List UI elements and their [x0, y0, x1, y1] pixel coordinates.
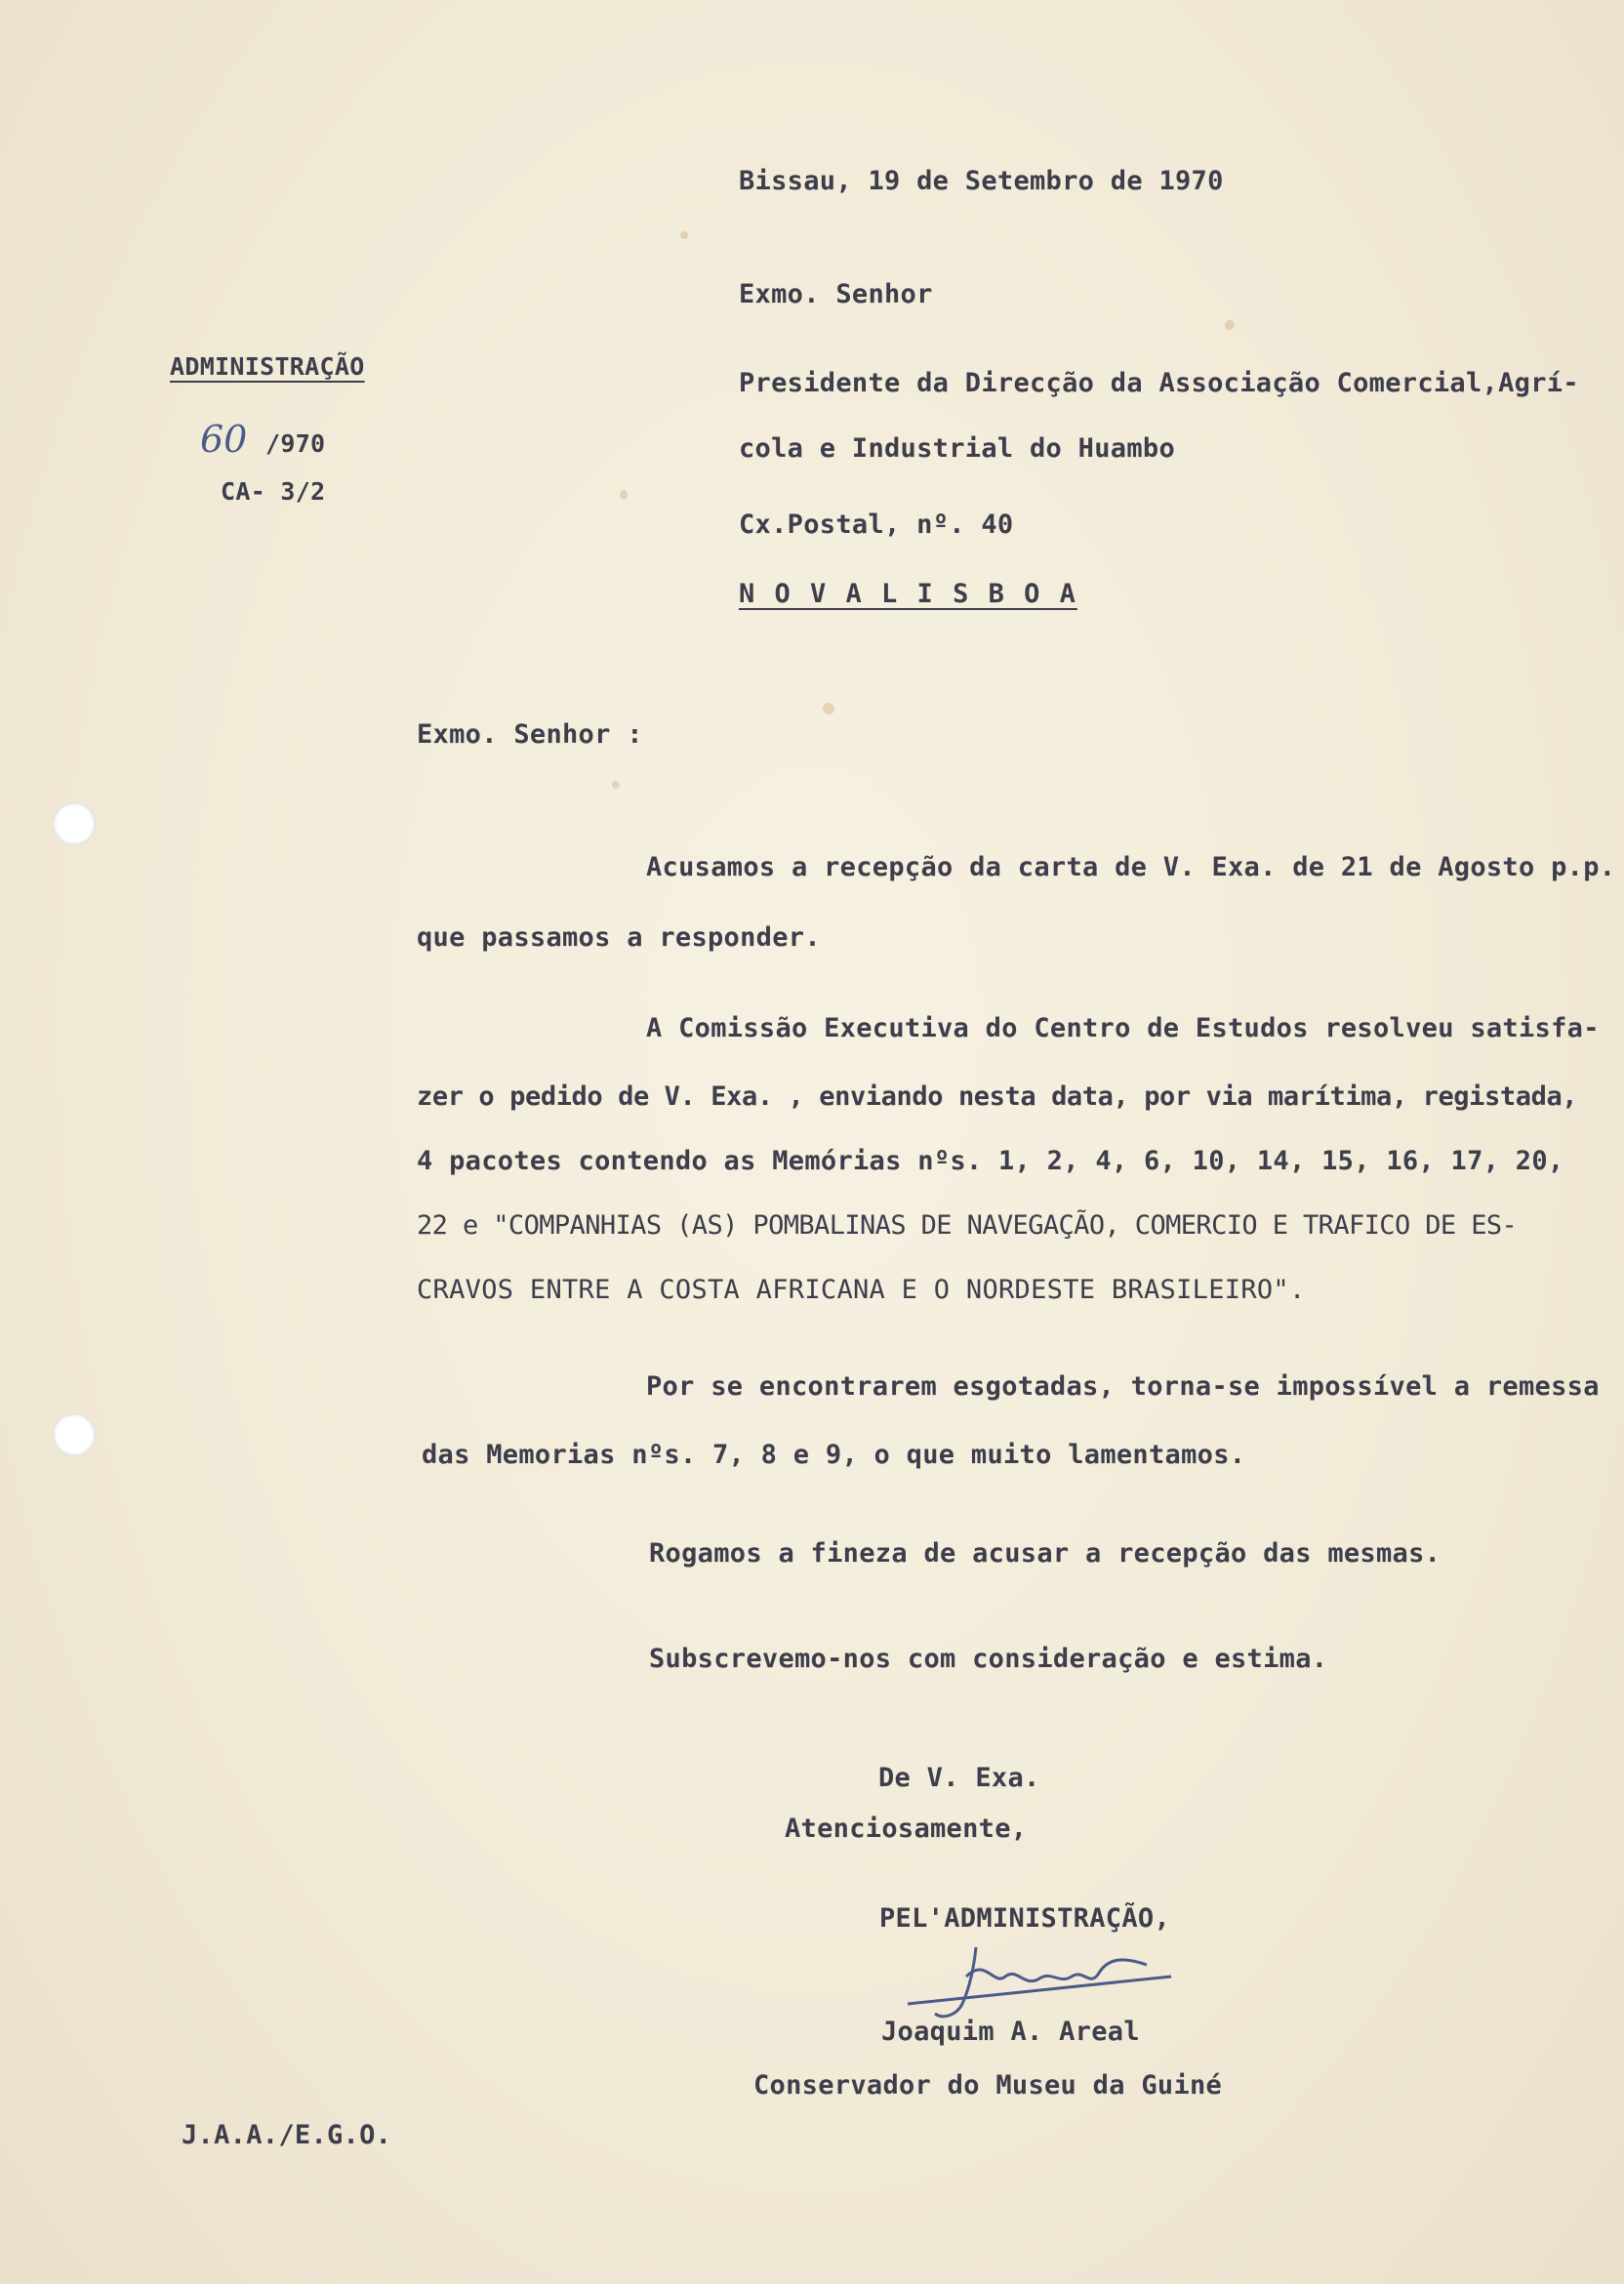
paragraph-1-line-1: Acusamos a recepção da carta de V. Exa. de 21 de Agosto p.p. [646, 852, 1616, 882]
signer-name: Joaquim A. Areal [881, 2017, 1140, 2047]
closing-line-1: De V. Exa. [878, 1763, 1040, 1793]
greeting: Exmo. Senhor : [417, 719, 643, 750]
recipient-city: N O V A L I S B O A [739, 579, 1077, 609]
paper-stain [1225, 320, 1235, 330]
paper-stain [620, 490, 628, 500]
paragraph-5-line-1: Subscrevemo-nos com consideração e estima. [649, 1644, 1328, 1674]
closing-line-3: PEL'ADMINISTRAÇÃO, [879, 1903, 1170, 1934]
punch-hole-bottom [53, 1413, 96, 1456]
paper-stain [680, 231, 688, 239]
reference-number-handwritten: 60 [200, 418, 248, 461]
paragraph-2-line-4: 22 e "COMPANHIAS (AS) POMBALINAS DE NAVEGAÇÃO, COMERCIO E TRAFICO DE ES- [417, 1210, 1518, 1241]
paragraph-3-line-2: das Memorias nºs. 7, 8 e 9, o que muito lamentamos. [422, 1440, 1246, 1470]
paper-stain [612, 781, 620, 789]
reference-department: ADMINISTRAÇÃO [170, 352, 365, 381]
paragraph-2-line-5: CRAVOS ENTRE A COSTA AFRICANA E O NORDESTE BRASILEIRO". [417, 1275, 1306, 1305]
paragraph-2-line-1: A Comissão Executiva do Centro de Estudos resolveu satisfa- [646, 1013, 1600, 1043]
closing-line-2: Atenciosamente, [785, 1814, 1028, 1844]
paragraph-4-line-1: Rogamos a fineza de acusar a recepção das mesmas. [649, 1538, 1441, 1569]
signer-title: Conservador do Museu da Guiné [753, 2070, 1223, 2100]
paragraph-2-line-2: zer o pedido de V. Exa. , enviando nesta data, por via marítima, registada, [417, 1081, 1578, 1112]
reference-number-year: /970 [265, 429, 326, 458]
salutation-top: Exmo. Senhor [739, 279, 933, 309]
recipient-line-1: Presidente da Direcção da Associação Comercial,Agrí- [739, 368, 1579, 398]
place-date: Bissau, 19 de Setembro de 1970 [739, 166, 1224, 196]
paragraph-2-line-3: 4 pacotes contendo as Memórias nºs. 1, 2, 4, 6, 10, 14, 15, 16, 17, 20, [417, 1146, 1564, 1176]
recipient-line-3: Cx.Postal, nº. 40 [739, 510, 1014, 540]
punch-hole-top [53, 802, 96, 845]
reference-code: CA- 3/2 [221, 477, 326, 506]
paragraph-3-line-1: Por se encontrarem esgotadas, torna-se impossível a remessa [646, 1371, 1600, 1402]
paper-stain [823, 703, 834, 714]
recipient-line-2: cola e Industrial do Huambo [739, 433, 1175, 464]
paragraph-1-line-2: que passamos a responder. [417, 922, 821, 953]
typist-initials: J.A.A./E.G.O. [182, 2120, 392, 2150]
